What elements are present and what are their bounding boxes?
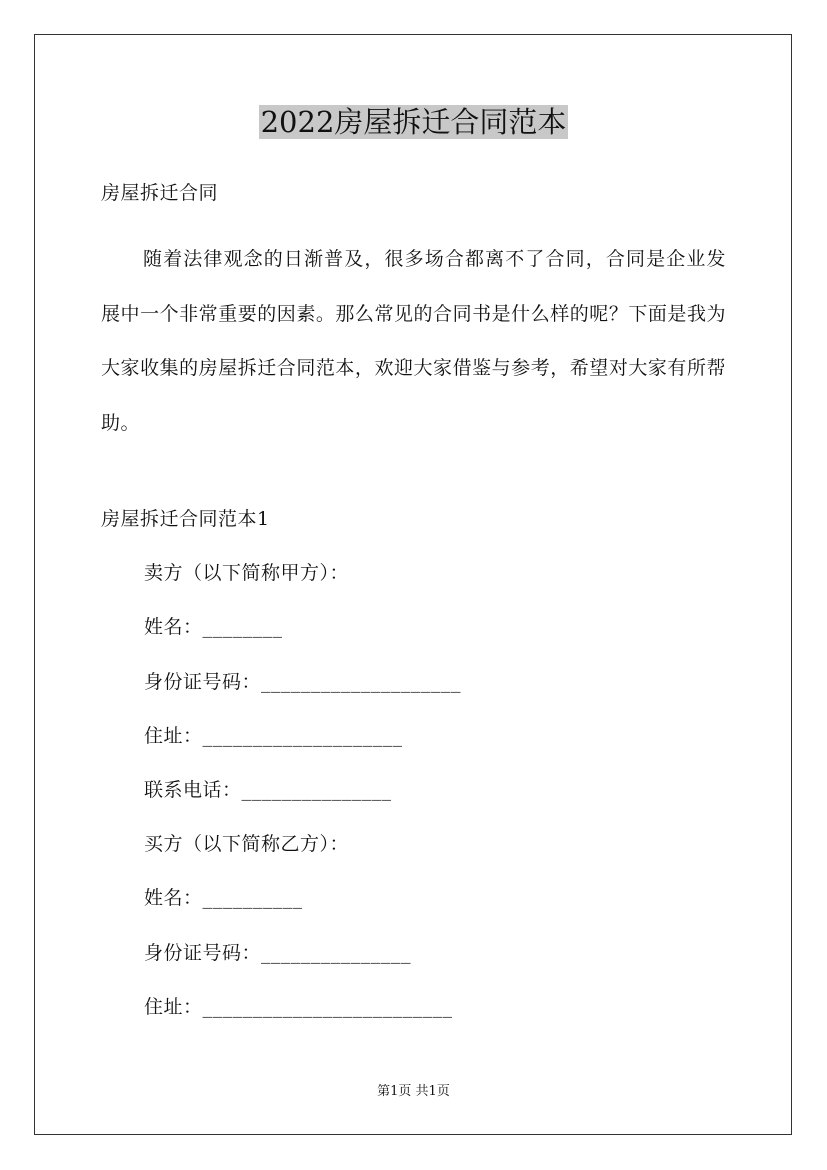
buyer-heading: 买方（以下简称乙方）： [144,833,350,855]
document-title [0,100,827,144]
document-title-text: 2022房屋拆迁合同范本 [260,105,567,139]
seller-address-field: 住址：____________________ [144,725,403,747]
buyer-id-field: 身份证号码：_______________ [144,942,412,964]
seller-name-field: 姓名：________ [144,616,283,638]
buyer-address-field: 住址：_________________________ [144,996,453,1018]
intro-paragraph: 随着法律观念的日渐普及，很多场合都离不了合同，合同是企业发展中一个非常重要的因素。那么常见的合同书是什么样的呢？下面是我为大家收集的房屋拆迁合同范本，欢迎大家借鉴与参考，希望对大家有所帮助。 [101,248,726,434]
seller-phone-field: 联系电话：_______________ [144,779,392,801]
section-heading: 房屋拆迁合同范本1 [101,508,270,530]
seller-heading: 卖方（以下简称甲方）： [144,562,350,584]
buyer-name-field: 姓名：__________ [144,887,303,909]
page-indicator: 第1页 共1页 [377,1084,450,1099]
document-subtitle: 房屋拆迁合同 [101,182,219,204]
seller-id-field: 身份证号码：____________________ [144,671,462,693]
